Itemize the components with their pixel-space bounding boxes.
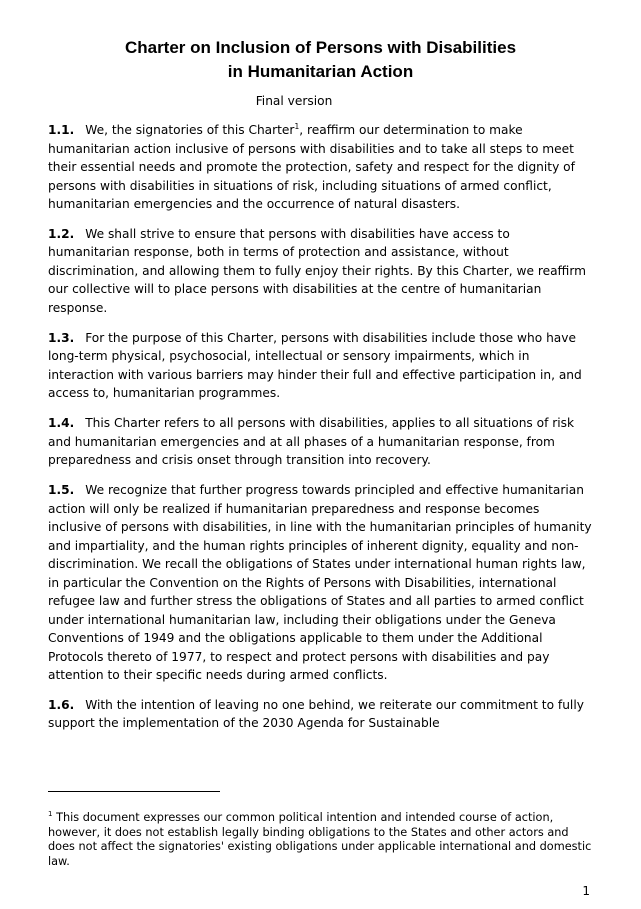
paragraph-text: We recognize that further progress towards principled and effective humanitarian action will only be realized if humanitarian preparedness and response becomes inclusive of persons with disabilities, in line with the humanitarian principles of humanity and impartiality, and the human rights principles of inherent dignity, equality and non-discrimination. We recall the obligations of States under international human rights law, in particular the Convention on the Rights of Persons with Disabilities, international refugee law and further stress the obligations of States and all parties to armed conflict under international humanitarian law, including their obligations under the Geneva Conventions of 1949 and the obligations applicable to them under the Additional Protocols thereto of 1977, to respect and protect persons with disabilities and pay attention to their specific needs during armed conflicts. xyxy=(48,483,592,683)
footnote-separator xyxy=(48,791,220,792)
paragraph-1-2 xyxy=(48,225,592,318)
paragraph-text: This Charter refers to all persons with disabilities, applies to all situations of risk and humanitarian emergencies and at all phases of a humanitarian response, from preparedness and crisis onset through transition into recovery. xyxy=(48,416,575,468)
paragraph-text: , reaffirm our determination to make humanitarian action inclusive of persons with disabilities and to take all steps to meet their essential needs and promote the protection, safety and respect for the dignity of persons with disabilities in situations of risk, including situations of armed conflict, humanitarian emergencies and the occurrence of natural disasters. xyxy=(48,123,575,211)
paragraph-text: For the purpose of this Charter, persons with disabilities include those who have long-term physical, psychosocial, intellectual or sensory impairments, which in interaction with various barriers may hinder their full and effective participation in, and access to, humanitarian programmes. xyxy=(48,330,582,401)
paragraph-text-before-ref: We, the signatories of this Charter xyxy=(85,123,295,137)
page-number: 1 xyxy=(582,884,590,898)
footnote-text: This document expresses our common political intention and intended course of action, however, it does not establish legally binding obligations to the States and other actors and does not affect the signatories' existing obligations under applicable international and domestic law. xyxy=(48,811,592,868)
paragraph-1-3 xyxy=(48,329,592,403)
paragraph-number: 1.2. xyxy=(48,226,75,241)
footnote xyxy=(48,811,592,869)
paragraph-text: We shall strive to ensure that persons with disabilities have access to humanitarian response, both in terms of protection and assistance, without discrimination, and allowing them to fully enjoy their rights. By this Charter, we reaffirm our collective will to place persons with disabilities at the centre of humanitarian response. xyxy=(48,226,586,315)
title-line-2: in Humanitarian Action xyxy=(227,62,414,81)
paragraph-number: 1.1. xyxy=(48,123,75,137)
footnote-reference: 1 xyxy=(294,121,300,131)
paragraph-number: 1.3. xyxy=(48,330,75,345)
document-title xyxy=(0,36,641,84)
footnote-marker: 1 xyxy=(48,810,53,819)
document-body xyxy=(48,121,592,744)
document-subtitle: Final version xyxy=(255,94,333,108)
paragraph-1-6 xyxy=(48,696,592,733)
paragraph-1-4 xyxy=(48,414,592,470)
paragraph-number: 1.5. xyxy=(48,483,75,498)
paragraph-number: 1.4. xyxy=(48,416,75,431)
paragraph-1-1 xyxy=(48,121,592,214)
paragraph-1-5 xyxy=(48,481,592,685)
paragraph-number: 1.6. xyxy=(48,697,75,712)
title-line-1: Charter on Inclusion of Persons with Disabilities xyxy=(124,38,517,57)
paragraph-text: With the intention of leaving no one behind, we reiterate our commitment to fully support the implementation of the 2030 Agenda for Sustainable xyxy=(48,697,584,731)
